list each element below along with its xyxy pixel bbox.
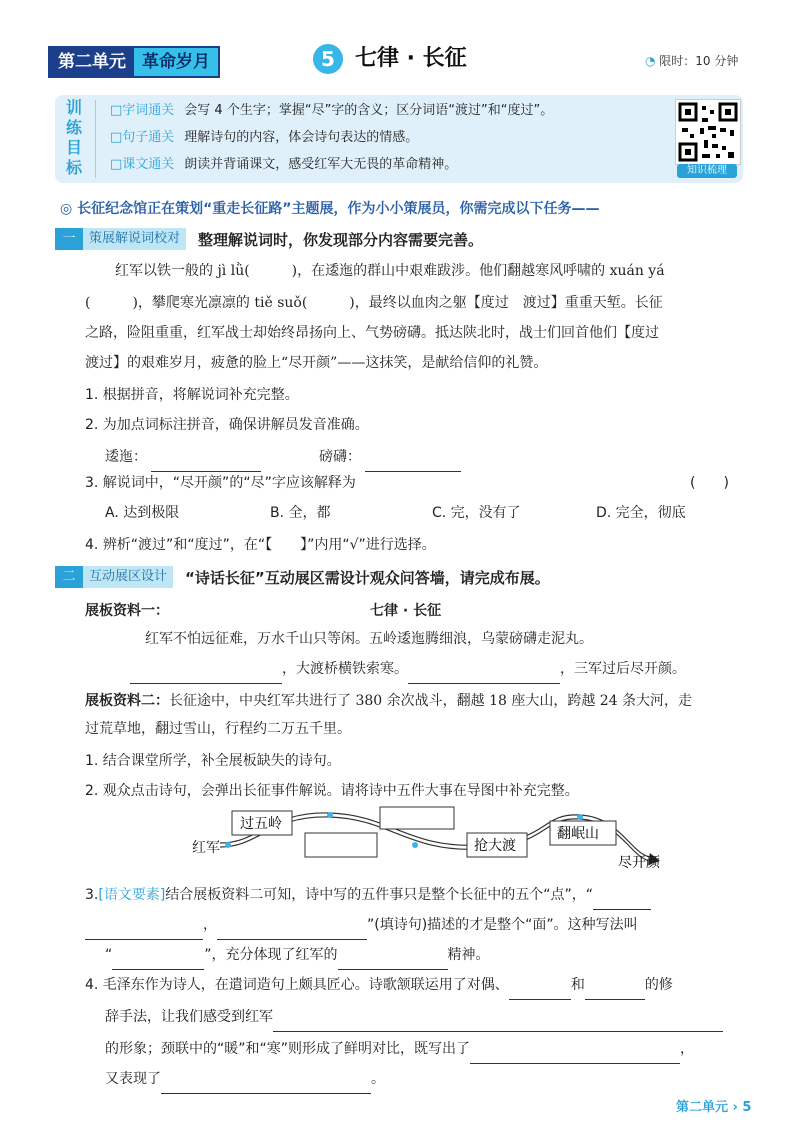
board2-text-cont: 过荒草地，翻过雪山，行程约二万五千里。 [85,721,351,737]
poem-fragment: ，大渡桥横铁索寒。 [282,661,408,677]
passage-line: 红军以铁一般的 jì lǜ( )，在逶迤的群山中艰难跋涉。他们翻越寒风呼啸的 xuán yá [115,263,665,279]
section2-number: 二 [55,566,83,588]
goal-text: 理解诗句的内容，体会诗句表达的情感。 [184,130,419,145]
section2-badge [55,566,173,588]
answer-blank[interactable] [85,919,203,940]
route-dot [577,814,583,820]
passage-line: ( )，攀爬寒光凛凛的 tiě suǒ( )，最终以血肉之躯【度过 渡过】重重天堑。长征 [85,295,663,311]
section1-badge [55,228,186,250]
q4-text: 4. 毛泽东作为诗人，在遣词造句上颇具匠心。诗歌颔联运用了对偶、 [85,977,509,993]
answer-blank[interactable] [470,1043,680,1064]
qr-label: 知识梳理 [677,164,737,178]
option-b: B. 全，都 [270,505,331,521]
answer-blank[interactable] [585,979,645,1000]
map-end: 尽开颜 [618,855,660,871]
option-a: A. 达到极限 [105,505,180,521]
board2 [85,686,692,716]
section1-name: 策展解说词校对 [83,228,186,250]
goal-text: 会写 4 个生字；掌握“尽”字的含义；区分词语“渡过”和“度过”。 [184,103,554,118]
s2-question-4-cont3 [105,1064,385,1094]
section2-header [55,566,550,588]
q3-text: 结合展板资料二可知，诗中写的五件事只是整个长征中的五个“点”，“ [165,887,594,903]
goal-tag: □课文通关 [110,157,175,172]
goal-row-text [110,155,457,175]
q4-text: 的修 [644,977,673,993]
map-box-3-blank[interactable] [380,807,454,829]
word-label: 逶迤： [105,449,147,465]
q4-text: 辞手法，让我们感受到红军 [105,1009,273,1025]
passage-line: 之路，险阻重重，红军战士却始终昂扬向上、气势磅礴。抵达陕北时，战士们回首他们【度过 [85,325,659,341]
goal-text: 朗读并背诵课文，感受红军大无畏的革命精神。 [184,157,458,172]
q3-number: 3. [85,887,99,903]
poem-blank[interactable] [408,663,560,684]
word-label: 磅礴： [319,449,361,465]
option-c: C. 完，没有了 [432,505,521,521]
s2-question-1: 1. 结合课堂所学，补全展板缺失的诗句。 [85,753,341,769]
map-start: 红军 [192,840,220,856]
board2-text: 长征途中，中央红军共进行了 380 余次战斗，翻越 18 座大山，跨越 24 条大河，走 [169,693,693,709]
event-mind-map [180,805,700,875]
clock-icon: ◔ [645,54,660,68]
section1-number: 一 [55,228,83,250]
s2-question-4-cont [105,1002,723,1032]
s1-question-3: 3. 解说词中，“尽开颜”的“尽”字应该解释为 [85,475,356,491]
task-intro [60,198,600,218]
goal-tag: □句子通关 [110,130,175,145]
q3-text: “ [105,947,113,963]
lesson-title: 七律 · 长征 [355,46,467,71]
q3-text: ”，充分体现了红军的 [204,947,338,963]
section1-header [55,228,483,250]
s2-question-3-cont2 [105,940,490,970]
answer-blank[interactable] [365,442,461,472]
goal-row-words [110,101,553,121]
answer-blank[interactable] [273,1011,723,1032]
goal-tag: □字词通关 [110,103,175,118]
q4-text: 又表现了 [105,1071,161,1087]
s1-question-2: 2. 为加点词标注拼音，确保讲解员发音准确。 [85,417,369,433]
goals-label: 训练目标 [65,98,82,177]
board1-label: 展板资料一： [85,603,169,619]
section1-lead: 整理解说词时，你发现部分内容需要完善。 [198,230,484,249]
map-box-2-blank[interactable] [305,833,377,857]
route-dot [225,842,231,848]
poem-blank[interactable] [130,663,282,684]
qr-code-icon[interactable] [675,99,741,165]
s1-question-4: 4. 辨析“渡过”和“度过”，在“【 】”内用“√”进行选择。 [85,537,436,553]
s2-question-3 [85,880,651,910]
page-footer: 第二单元 › 5 [676,1100,752,1115]
s2-question-2: 2. 观众点击诗句，会弹出长征事件解说。请将诗中五件大事在导图中补充完整。 [85,783,579,799]
unit-label: 第二单元 [50,48,134,76]
section2-lead: “诗话长征”互动展区需设计观众问答墙，请完成布展。 [185,568,550,587]
route-dot [327,812,333,818]
q4-text: 。 [371,1071,385,1087]
goals-divider [95,100,96,178]
answer-blank[interactable] [338,949,448,970]
unit-tag [48,46,220,78]
language-note-tag: [语文要素] [98,887,166,903]
route-dot [412,842,418,848]
goal-row-sentences [110,128,418,148]
answer-blank[interactable] [112,949,204,970]
board2-label: 展板资料二： [85,693,169,709]
answer-blank[interactable] [161,1073,371,1094]
option-d: D. 完全，彻底 [596,505,686,521]
s2-question-3-cont [85,910,638,940]
passage-line: 渡过】的艰难岁月，疲惫的脸上“尽开颜”——这抹笑，是献给信仰的礼赞。 [85,355,548,371]
time-limit-text: 限时：10 分钟 [659,54,739,68]
map-box-5-text: 翻岷山 [557,826,599,842]
q4-text: ， [680,1041,695,1057]
q3-text: ， [203,917,217,933]
bullet-icon: ◎ [60,201,78,217]
s2-question-4 [85,970,673,1000]
q4-text: 和 [570,977,585,993]
lesson-number: 5 [313,44,343,74]
answer-paren[interactable]: ( ) [690,475,729,491]
answer-blank[interactable] [593,889,651,910]
poem-line-blanks [130,654,686,684]
answer-blank[interactable] [217,919,367,940]
map-box-1-text: 过五岭 [240,816,282,832]
time-limit [645,52,738,69]
section2-name: 互动展区设计 [83,566,173,588]
poem-title: 七律 · 长征 [370,603,442,619]
poem-line: 红军不怕远征难，万水千山只等闲。五岭逶迤腾细浪，乌蒙磅礴走泥丸。 [145,631,593,647]
q3-text: ”(填诗句)描述的才是整个“面”。这种写法叫 [367,917,638,933]
s2-question-4-cont2 [105,1034,694,1064]
q3-text: 精神。 [447,947,490,963]
task-intro-text: 长征纪念馆正在策划“重走长征路”主题展，作为小小策展员，你需完成以下任务—— [77,201,600,217]
q4-text: 的形象；颈联中的“暖”和“寒”则形成了鲜明对比，既写出了 [105,1041,471,1057]
s1-question-1: 1. 根据拼音，将解说词补充完整。 [85,387,299,403]
poem-fragment: ，三军过后尽开颜。 [560,661,686,677]
answer-blank[interactable] [509,979,571,1000]
unit-theme: 革命岁月 [134,48,218,76]
map-box-4-text: 抢大渡 [474,838,516,854]
